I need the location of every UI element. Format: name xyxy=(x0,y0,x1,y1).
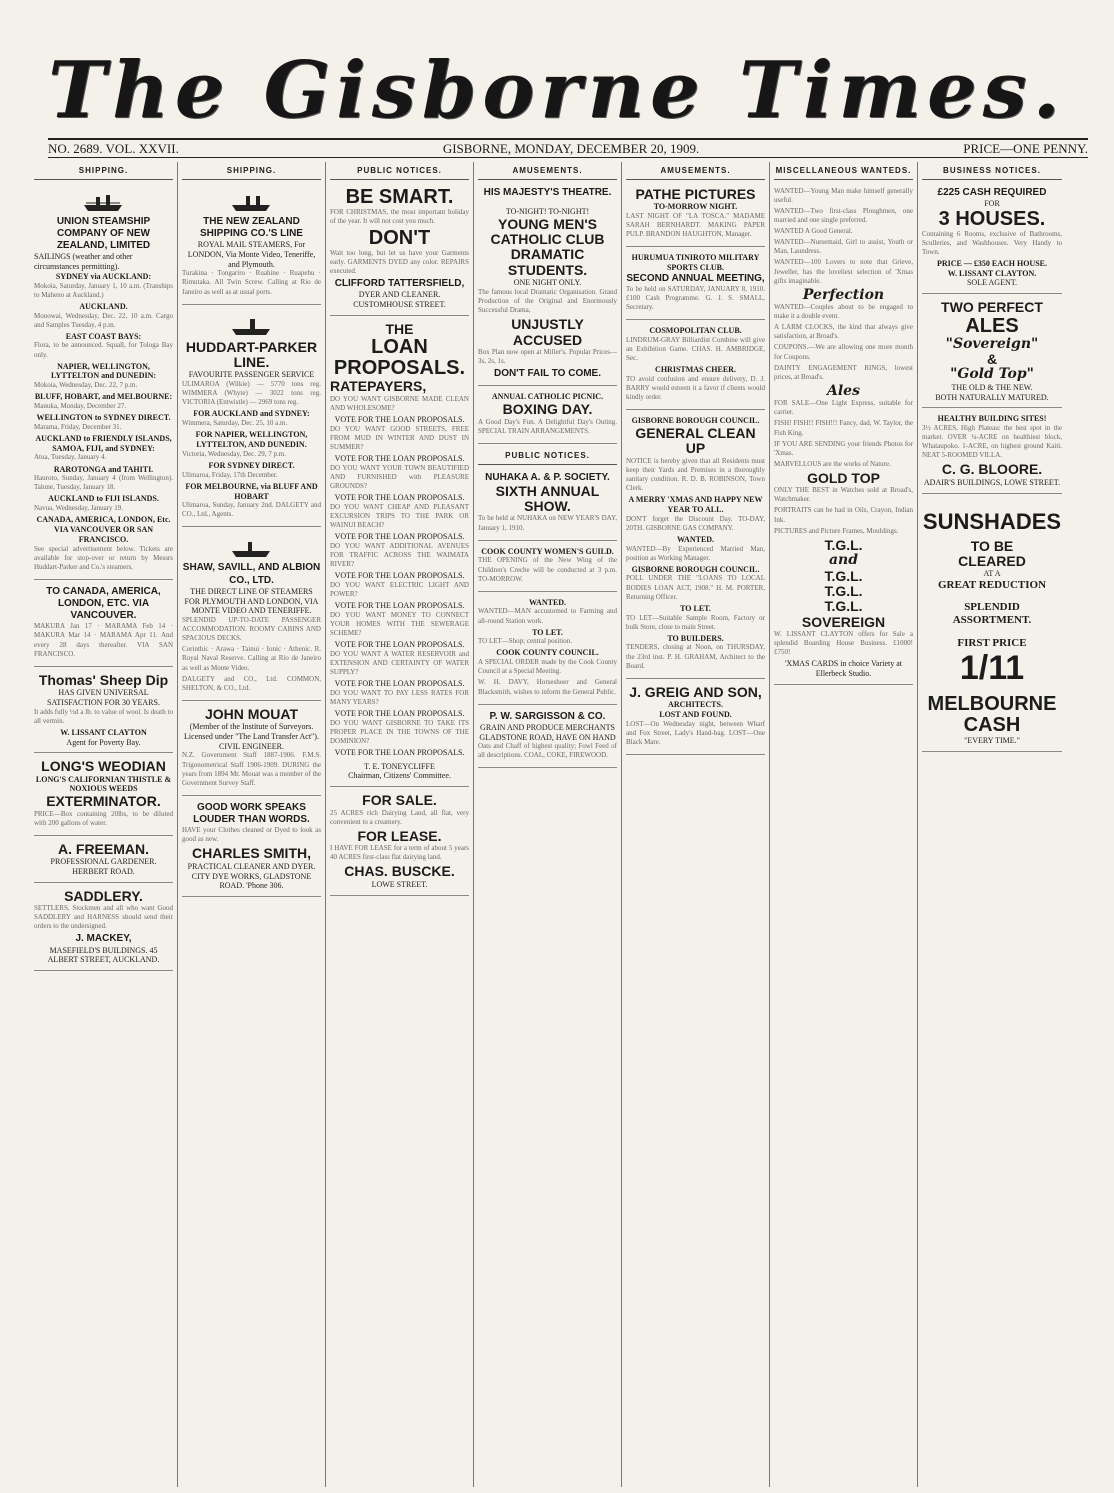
tgl-3: T.G.L. xyxy=(824,582,863,599)
theatre: HIS MAJESTY'S THEATRE. xyxy=(483,186,612,198)
union-body: SAILINGS (weather and other circumstances permitting). xyxy=(34,252,133,272)
tgl-2: T.G.L. xyxy=(824,567,863,584)
gold-top: GOLD TOP xyxy=(807,469,880,486)
steamship-icon xyxy=(82,189,126,213)
route-8: RAROTONGA and TAHITI. xyxy=(53,464,154,474)
tattersfield: CLIFFORD TATTERSFIELD, xyxy=(334,278,465,290)
ales-ad xyxy=(922,297,1062,408)
sargisson: P. W. SARGISSON & CO. xyxy=(489,710,606,722)
first-price: FIRST PRICE xyxy=(957,637,1027,650)
route-4: NAPIER, WELLINGTON, LYTTELTON and DUNEDIN: xyxy=(50,361,157,381)
one-eleven: 1/11 xyxy=(959,648,1025,687)
huddart-title: HUDDART-PARKER LINE. xyxy=(185,338,318,371)
bloore: C. G. BLOORE. xyxy=(941,461,1043,478)
sovereign-6: SOVEREIGN xyxy=(801,613,886,630)
every-time: "EVERY TIME." xyxy=(964,736,1020,746)
column-shipping-1 xyxy=(30,162,178,1487)
reduction: GREAT REDUCTION xyxy=(937,579,1047,592)
column-wanteds xyxy=(770,162,918,1487)
column-business xyxy=(918,162,1066,1487)
vote-4: VOTE FOR THE LOAN PROPOSALS. xyxy=(334,531,465,541)
perfection: Perfection xyxy=(802,286,885,303)
be-smart: BE SMART. xyxy=(345,185,454,208)
ymcc: YOUNG MEN'S CATHOLIC CLUB DRAMATIC STUDENTS. xyxy=(490,215,605,278)
canada-title: TO CANADA, AMERICA, LONDON, ETC. VIA VANCOUVER. xyxy=(46,585,161,622)
melbourne-cash: MELBOURNE CASH xyxy=(927,693,1057,737)
mouat-title: JOHN MOUAT xyxy=(204,705,299,722)
vote-3: VOTE FOR THE LOAN PROPOSALS. xyxy=(334,492,465,502)
pathe: PATHE PICTURES xyxy=(635,185,756,202)
freeman-title: A. FREEMAN. xyxy=(58,840,149,857)
napier-route: FOR NAPIER, WELLINGTON, LYTTELTON, AND DUNEDIN. xyxy=(195,430,308,450)
vote-6: VOTE FOR THE LOAN PROPOSALS. xyxy=(334,600,465,610)
greig: J. GREIG AND SON, xyxy=(629,683,762,700)
weedian-title: LONG'S WEODIAN xyxy=(41,758,166,775)
matured: BOTH NATURALLY MATURED. xyxy=(935,392,1049,402)
exterminator: EXTERMINATOR. xyxy=(46,793,161,810)
greig-ad: J. GREIG AND SON, ARCHITECTS. LOST AND FOUND. LOST—On Wednesday night, between Wharf and Fox Street, Lady's Hand-bag. LOST—One Black Mare. xyxy=(626,682,765,755)
mouat-sub: (Member of the Institute of Surveyors. Licensed under "The Land Transfer Act"). CIVIL ENGINEER. xyxy=(184,722,319,751)
saddlery-title: SADDLERY. xyxy=(64,887,143,904)
steamship-icon xyxy=(230,535,274,559)
borough-ad: GISBORNE BOROUGH COUNCIL. GENERAL CLEAN UP NOTICE is hereby given that all Residents must keep their Yards and Premises in a thoroughly sanitary condition. R. D. B. ROBINSON, Town Clerk. A MERRY 'XMAS AND HAPPY NEW YEAR TO ALL. DON'T forget the Discount Day. TO-DAY, 20TH. GISBORNE GAS COMPANY. WANTED. WANTED—By Experienced Married Man, position as Working Manager. GISBORNE BOROUGH COUNCIL. POLL UNDER THE "LOANS TO LOCAL BODIES LOAN ACT, 1908." H. M. PORTER, Returning Officer. TO LET. TO LET—Suitable Sample Room, Factory or bulk Store, close to main Street. TO BUILDERS. TENDERS, closing at Noon, on THURSDAY, the 23rd inst. P. H. GRAHAM, Architect to the Board. xyxy=(626,413,765,679)
clayton-name: W. LISSANT CLAYTON xyxy=(60,727,147,737)
loan-ad: THE LOAN PROPOSALS. RATEPAYERS, DO YOU WANT GISBORNE MADE CLEAN AND WHOLESOME? VOTE FOR THE LOAN PROPOSALS. DO YOU WANT GOOD STREETS, FREE FROM MUD IN WINTER AND DUST IN SUMMER? VOTE FOR THE LOAN PROPOSALS. DO YOU WANT YOUR TOWN BEAUTIFIED AND FURNISHED with PLEASURE GROUNDS? VOTE FOR THE LOAN PROPOSALS. DO YOU WANT CHEAP AND PLEASANT EXCURSION TRIPS TO THE PARK OR WAINUI BEACH? VOTE FOR THE LOAN PROPOSALS. DO YOU WANT ADDITIONAL AVENUES FOR TRAFFIC ACROSS THE WAIMATA RIVER? VOTE FOR THE LOAN PROPOSALS. DO YOU WANT ELECTRIC LIGHT AND POWER? VOTE FOR THE LOAN PROPOSALS. DO YOU WANT MONEY TO CONNECT YOUR HOMES WITH THE SEWERAGE SCHEME? VOTE FOR THE LOAN PROPOSALS. DO YOU WANT A WATER RESERVOIR and EXTENSION AND CERTAINTY OF WATER SUPPLY? VOTE FOR THE LOAN PROPOSALS. DO YOU WANT TO PAY LESS RATES FOR MANY YEARS? VOTE FOR THE LOAN PROPOSALS. DO YOU WANT GISBORNE TO TAKE ITS PROPER PLACE IN THE TOWNS OF THE DOMINION? VOTE FOR THE LOAN PROPOSALS. T. E. TONEYCLIFFE Chairman, Citizens' Committee. xyxy=(330,319,469,787)
sheep-dip-sub: HAS GIVEN UNIVERSAL SATISFACTION FOR 30 YEARS. xyxy=(47,688,160,707)
ampersand: & xyxy=(986,351,998,367)
price: PRICE — £350 EACH HOUSE. xyxy=(936,258,1047,268)
steamship-icon xyxy=(230,313,274,337)
huddart-ad: HUDDART-PARKER LINE. FAVOURITE PASSENGER SERVICE ULIMAROA (Wilkie) — 5770 tons reg. WIMMERA (Whyte) — 3022 tons reg. VICTORIA (Entwistle) — 2969 tons reg. FOR AUCKLAND and SYDNEY: Wimmera, Saturday, Dec. 25, 10 a.m. FOR NAPIER, WELLINGTON, LYTTELTON, AND DUNEDIN. Victoria, Wednesday, Dec. 29, 7 p.m. FOR SYDNEY DIRECT. Ulimaroa, Friday, 17th December. FOR MELBOURNE, via BLUFF AND HOBART Ulimaroa, Sunday, January 2nd. DALGETY and CO., Ltd., Agents. xyxy=(182,308,321,528)
greig-sub: ARCHITECTS. xyxy=(668,700,723,710)
sixth-show: SIXTH ANNUAL SHOW. xyxy=(495,482,600,515)
route-1: SYDNEY via AUCKLAND: xyxy=(55,271,152,281)
auck-syd: FOR AUCKLAND and SYDNEY: xyxy=(193,409,310,419)
wanted-ad: WANTED. WANTED—MAN accustomed to Farming and all-round Station work. TO LET. TO LET—Shop; central position. COOK COUNTY COUNCIL. A SPECIAL ORDER made by the Cook County Council at a Special Meeting. W. H. DAVY, Horseshoer and General Blacksmith, wishes to inform the General Public. xyxy=(478,595,617,705)
for-lease: FOR LEASE. xyxy=(357,827,442,844)
melb-route: FOR MELBOURNE, via BLUFF AND HOBART xyxy=(185,481,318,501)
nzs-ad: THE NEW ZEALAND SHIPPING CO.'S LINE ROYAL MAIL STEAMERS, For LONDON, Via Monte Video, Teneriffe, and Plymouth. Turakina · Tongariro · Ruahine · Ruapehu · Rimutaka. All Twin Screw. Calling at Rio de Janeiro as well as at usual ports. xyxy=(182,184,321,305)
loan-proposals: LOAN PROPOSALS. xyxy=(333,336,466,380)
route-6: WELLINGTON to SYDNEY DIRECT. xyxy=(36,413,171,423)
shaw-sub: THE DIRECT LINE OF STEAMERS FOR PLYMOUTH AND LONDON, VIA MONTE VIDEO AND TENERIFFE. xyxy=(184,586,319,616)
sole-agent: SOLE AGENT. xyxy=(966,278,1018,288)
buscke: CHAS. BUSCKE. xyxy=(344,863,455,880)
smith-name: CHARLES SMITH, xyxy=(192,845,311,862)
clayton-sub: Agent for Poverty Bay. xyxy=(66,737,141,747)
column-amusements-2 xyxy=(622,162,770,1487)
one-night: ONE NIGHT ONLY. xyxy=(513,278,582,288)
mackey-name: J. MACKEY, xyxy=(75,933,132,945)
second-meeting: SECOND ANNUAL MEETING, xyxy=(626,272,765,284)
for: FOR xyxy=(984,198,1000,208)
borough-2: GISBORNE BOROUGH COUNCIL. xyxy=(631,564,760,574)
column-header: BUSINESS NOTICES. xyxy=(922,162,1062,180)
xmas-cards: 'XMAS CARDS in choice Variety at Ellerbeck Studio. xyxy=(784,659,903,679)
two-perfect: TWO PERFECT xyxy=(941,299,1043,316)
sunshades: SUNSHADES xyxy=(922,508,1062,534)
sunshades-ad xyxy=(922,497,1062,753)
cook-women: COOK COUNTY WOMEN'S GUILD. xyxy=(481,546,614,556)
assortment: ASSORTMENT. xyxy=(952,613,1032,626)
unjustly: UNJUSTLY ACCUSED xyxy=(511,316,584,348)
cosmopolitan-ad: COSMOPOLITAN CLUB. LINDRUM-GRAY Billiardist Combine will give an Exhibition Game. CHAS. H. AMBRIDGE, Sec. CHRISTMAS CHEER. TO avoid confusion and ensure delivery, D. J. BARRY would esteem it a favor if clients would kindly order. xyxy=(626,323,765,410)
houses-ad: £225 CASH REQUIRED FOR 3 HOUSES. Containing 6 Rooms, exclusive of Bathrooms, Sculleries, and Washhouses. Very Handy to Town. PRICE — £350 EACH HOUSE. W. LISSANT CLAYTON. SOLE AGENT. xyxy=(922,184,1062,294)
filler-text: Mokoia, Saturday, January 1, 10 a.m. (Tranships to Maheno at Auckland.) xyxy=(34,281,173,299)
chairman: Chairman, Citizens' Committee. xyxy=(348,771,451,781)
shaw-savill-ad: SHAW, SAVILL, AND ALBION CO., LTD. THE DIRECT LINE OF STEAMERS FOR PLYMOUTH AND LONDON, VIA MONTE VIDEO AND TENERIFFE. SPLENDID UP-TO-DATE PASSENGER ACCOMMODATION. ROOMY CABINS AND SPACIOUS DECKS. Corinthic · Arawa · Tainui · Ionic · Athenic. R. Royal Naval Reserve. Calling at Rio de Janeiro as well as Monte Video. DALGETY and CO., Ltd. COMMON, SHELTON, & CO., Ltd. xyxy=(182,530,321,700)
picnic-ad: ANNUAL CATHOLIC PICNIC. BOXING DAY. A Good Day's Fun. A Delightful Day's Outing. SPECIAL TRAIN ARRANGEMENTS. xyxy=(478,389,617,443)
cash-required: £225 CASH REQUIRED xyxy=(937,186,1047,198)
for-sale: FOR SALE. xyxy=(362,792,437,809)
column-shipping-2 xyxy=(178,162,326,1487)
picnic: ANNUAL CATHOLIC PICNIC. xyxy=(491,392,604,402)
syd-direct: FOR SYDNEY DIRECT. xyxy=(208,460,295,470)
christmas: CHRISTMAS CHEER. xyxy=(655,365,736,375)
pathe-ad: PATHE PICTURES TO-MORROW NIGHT. LAST NIGHT OF "LA TOSCA." MADAME SARAH BERNHARDT. MAKING PAPER PULP. BRANDON HAUGHTON, Manager. xyxy=(626,184,765,247)
sargisson-sub: GRAIN AND PRODUCE MERCHANTS GLADSTONE ROAD, HAVE ON HAND xyxy=(479,722,616,742)
union-steamship-ad: UNION STEAMSHIP COMPANY OF NEW ZEALAND, LIMITED SAILINGS (weather and other circumstances permitting). SYDNEY via AUCKLAND: Mokoia, Saturday, January 1, 10 a.m. (Tranships to Maheno at Auckland.) AUCKLAND. Monowai, Wednesday, Dec. 22, 10 a.m. Cargo and Samples Tuesday, 4 p.m. EAST COAST BAYS: Flora, to be announced. Squall, for Tologa Bay only. NAPIER, WELLINGTON, LYTTELTON and DUNEDIN: Mokoia, Wednesday, Dec. 22, 7 p.m. BLUFF, HOBART, and MELBOURNE: Manuka, Monday, December 27. WELLINGTON to SYDNEY DIRECT. Marama, Friday, December 31. AUCKLAND to FRIENDLY ISLANDS, SAMOA, FIJI, and SYDNEY: Atua, Tuesday, January 4. RAROTONGA and TAHITI. Hauroto, Sunday, January 4 (from Wellington). Talune, Tuesday, January 18. AUCKLAND to FIJI ISLANDS. Navua, Wednesday, January 19. CANADA, AMERICA, LONDON, Etc. VIA VANCOUVER OR SAN FRANCISCO. See special advertisement below. Tickets are available for stop-over or return by Messrs Huddart-Parker and Co.'s steamers. xyxy=(34,184,173,580)
vote-1: VOTE FOR THE LOAN PROPOSALS. xyxy=(334,414,465,424)
bloore-sub: ADAIR'S BUILDINGS, LOWE STREET. xyxy=(923,477,1061,487)
tgl-4: T.G.L. xyxy=(824,598,863,615)
canada-ad: TO CANADA, AMERICA, LONDON, ETC. VIA VANCOUVER. MAKURA Jan 17 · MARAMA Feb 14 · MAKURA Mar 14 · MARAMA Apr 11. And every 28 days thereafter. VIA SAN FRANCISCO. xyxy=(34,583,173,667)
clayton-7: W. LISSANT CLAYTON. xyxy=(947,268,1037,278)
splendid: SPLENDID xyxy=(964,600,1020,613)
cook-council: COOK COUNTY COUNCIL. xyxy=(496,648,599,658)
tattersfield-sub: DYER AND CLEANER. CUSTOMHOUSE STREET. xyxy=(353,290,446,310)
boxing-day: BOXING DAY. xyxy=(502,401,593,418)
route-10: CANADA, AMERICA, LONDON, Etc. VIA VANCOUVER OR SAN FRANCISCO. xyxy=(36,515,171,544)
vote-8: VOTE FOR THE LOAN PROPOSALS. xyxy=(334,679,465,688)
mackey-sub: MASEFIELD'S BUILDINGS. 45 ALBERT STREET, AUCKLAND. xyxy=(47,945,160,965)
ales: Ales xyxy=(827,382,860,399)
vote-2: VOTE FOR THE LOAN PROPOSALS. xyxy=(334,453,465,463)
sargisson-ad: P. W. SARGISSON & CO. GRAIN AND PRODUCE MERCHANTS GLADSTONE ROAD, HAVE ON HAND Oats and Chaff of highest quality; Fowl Feed of all descriptions. COAL, COKE, FIREWOOD. xyxy=(478,708,617,769)
ratepayers: RATEPAYERS, xyxy=(330,378,427,395)
the: THE xyxy=(385,320,414,337)
column-header: SHIPPING. xyxy=(34,162,173,180)
route-3: EAST COAST BAYS: xyxy=(65,331,142,341)
column-header: PUBLIC NOTICES. xyxy=(330,162,469,180)
nuhaka-ad: NUHAKA A. & P. SOCIETY. SIXTH ANNUAL SHOW. To be held at NUHAKA on NEW YEAR'S DAY, January 1, 1910. xyxy=(478,469,617,541)
route-2: AUCKLAND. xyxy=(79,301,128,311)
toneycliffe: T. E. TONEYCLIFFE xyxy=(364,761,435,771)
issue-number: NO. 2689. VOL. XXVII. xyxy=(48,140,179,156)
nzs-title: THE NEW ZEALAND SHIPPING CO.'S LINE xyxy=(200,215,303,239)
vote-5: VOTE FOR THE LOAN PROPOSALS. xyxy=(334,571,465,580)
column-public-notices xyxy=(326,162,474,1487)
nuhaka: NUHAKA A. & P. SOCIETY. xyxy=(485,471,610,483)
column-header: AMUSEMENTS. xyxy=(478,162,617,180)
sheep-dip-title: Thomas' Sheep Dip xyxy=(38,671,169,688)
sports-club-ad: HURUMUA TINIROTO MILITARY SPORTS CLUB. SECOND ANNUAL MEETING, To be held on SATURDAY, JANUARY 8, 1910. £100 Cash Programme. G. J. S. SMALL, Secretary. xyxy=(626,250,765,320)
ales-7: ALES xyxy=(965,314,1019,337)
dateline xyxy=(48,138,1088,158)
wanted-5: WANTED. xyxy=(676,534,715,544)
smith-sub: PRACTICAL CLEANER AND DYER. CITY DYE WORKS, GLADSTONE ROAD. 'Phone 306. xyxy=(187,861,316,891)
to-be: TO BE xyxy=(970,537,1014,554)
mouat-ad: JOHN MOUAT (Member of the Institute of Surveyors. Licensed under "The Land Transfer Act"). CIVIL ENGINEER. N.Z. Government Staff 1887-1906. F.M.S. Trigonometrical Staff 1906-1909. DURING the years from 1894 Mr. Mouat was a member of the Government Survey Staff. xyxy=(182,704,321,796)
dont-fail: DON'T FAIL TO COME. xyxy=(493,368,601,380)
be-smart-ad: BE SMART. FOR CHRISTMAS, the most important holiday of the year. It will not cost you much. DON'T Wait too long, but let us have your Garments early. GARMENTS DYED any color. REPAIRS executed. CLIFFORD TATTERSFIELD, DYER AND CLEANER. CUSTOMHOUSE STREET. xyxy=(330,184,469,316)
columns xyxy=(30,162,1092,1487)
weedian-sub: LONG'S CALIFORNIAN THISTLE & NOXIOUS WEEDS xyxy=(35,774,172,794)
shaw-title: SHAW, SAVILL, AND ALBION CO., LTD. xyxy=(182,562,321,586)
tonight: TO-NIGHT! TO-NIGHT! xyxy=(505,206,590,216)
place-date: GISBORNE, MONDAY, DECEMBER 20, 1909. xyxy=(442,140,700,156)
to-let-5: TO LET. xyxy=(680,603,711,613)
gold-top-7: "Gold Top" xyxy=(950,366,1034,383)
wanteds-ad: WANTED—Young Man make himself generally useful. WANTED—Two first-class Ploughmen, one married and one single preferred. WANTED A Good General. WANTED—Nursemaid, Girl to assist, Youth or Man, Laundress. WANTED—100 Lovers to note that Grieve, Jeweller, has the loveliest selection of 'Xmas gifts imaginable. Perfection WANTED—Couples about to be engaged to make it a double event. A LARM CLOCKS, the kind that always give satisfaction, at Broad's. COUPONS.—We are allowing one more month for Coupons. DAINTY ENGAGEMENT RINGS, lowest prices, at Broad's. Ales FOR SALE—One Light Express, suitable for carrier. FISH! FISH!! FISH!!! Fancy, dad, W. Taylor, the Fish King. IF YOU ARE SENDING your friends Photos for 'Xmas. MARVELLOUS are the works of Nature. GOLD TOP ONLY THE BEST in Watches sold at Broad's, Watchmaker. PORTRAITS can be had in Oils, Crayon, Indian Ink. PICTURES and Picture Frames, Mouldings. T.G.L. and T.G.L. T.G.L. T.G.L. SOVEREIGN W. LISSANT CLAYTON offers for Sale a splendid Boarding House Business. £1000! £750! 'XMAS CARDS in choice Variety at Ellerbeck Studio. xyxy=(774,184,913,685)
saddlery-ad: SADDLERY. SETTLERS, Stockmen and all who want Good SADDLERY and HARNESS should send their orders to the undersigned. J. MACKEY, MASEFIELD'S BUILDINGS. 45 ALBERT STREET, AUCKLAND. xyxy=(34,886,173,971)
column-header: AMUSEMENTS. xyxy=(626,162,765,180)
houses: 3 HOUSES. xyxy=(938,207,1046,230)
sovereign-7: "Sovereign" xyxy=(945,335,1039,352)
freeman-ad xyxy=(34,839,173,883)
huddart-sub: FAVOURITE PASSENGER SERVICE xyxy=(188,370,315,380)
cosmopolitan: COSMOPOLITAN CLUB. xyxy=(649,326,742,336)
column-amusements-1 xyxy=(474,162,622,1487)
smith-ad: GOOD WORK SPEAKS LOUDER THAN WORDS. HAVE your Clothes cleaned or Dyed to look as good as new. CHARLES SMITH, PRACTICAL CLEANER AND DYER. CITY DYE WORKS, GLADSTONE ROAD. 'Phone 306. xyxy=(182,799,321,897)
good-work: GOOD WORK SPEAKS LOUDER THAN WORDS. xyxy=(193,801,310,826)
price: PRICE—ONE PENNY. xyxy=(963,140,1088,156)
section-header: PUBLIC NOTICES. xyxy=(478,447,617,465)
pathe-sub: TO-MORROW NIGHT. xyxy=(653,202,738,212)
route-7: AUCKLAND to FRIENDLY ISLANDS, SAMOA, FIJI, and SYDNEY: xyxy=(35,433,172,453)
nzs-sub: ROYAL MAIL STEAMERS, For LONDON, Via Monte Video, Teneriffe, and Plymouth. xyxy=(187,240,316,269)
old-new: THE OLD & THE NEW. xyxy=(951,382,1033,392)
women-guild-ad: COOK COUNTY WOMEN'S GUILD. THE OPENING of the New Wing of the Children's Creche will be conducted at 3 p.m. TO-MORROW. xyxy=(478,544,617,592)
column-header: SHIPPING. xyxy=(182,162,321,180)
theatre-ad: HIS MAJESTY'S THEATRE. TO-NIGHT! TO-NIGHT! YOUNG MEN'S CATHOLIC CLUB DRAMATIC STUDENTS. ONE NIGHT ONLY. The famous local Dramatic Organisation. Grand Production of the Original and Enormously Successful Drama, UNJUSTLY ACCUSED Box Plan now open at Miller's. Popular Prices—3s, 2s, 1s. DON'T FAIL TO COME. xyxy=(478,184,617,387)
at-a: AT A xyxy=(983,569,1001,579)
vote-10: VOTE FOR THE LOAN PROPOSALS. xyxy=(334,747,465,757)
and: and xyxy=(828,552,859,569)
buscke-sub: LOWE STREET. xyxy=(371,879,428,889)
masthead xyxy=(20,40,1094,140)
weedian-ad: LONG'S WEODIAN LONG'S CALIFORNIAN THISTLE & NOXIOUS WEEDS EXTERMINATOR. PRICE—Box containing 20lbs, to be diluted with 200 gallons of water. xyxy=(34,756,173,835)
tgl-1: T.G.L. xyxy=(824,536,863,553)
huruhua: HURUMUA TINIROTO MILITARY SPORTS CLUB. xyxy=(631,253,760,272)
borough: GISBORNE BOROUGH COUNCIL. xyxy=(631,416,760,426)
cleared: CLEARED xyxy=(958,553,1026,570)
wanted: WANTED. xyxy=(528,597,567,607)
route-9: AUCKLAND to FIJI ISLANDS. xyxy=(48,494,159,504)
clean-up: GENERAL CLEAN UP xyxy=(635,424,756,457)
dont: DON'T xyxy=(368,226,431,249)
sheep-dip-ad: Thomas' Sheep Dip HAS GIVEN UNIVERSAL SATISFACTION FOR 30 YEARS. It adds fully ½d a lb. to value of wool. Is death to all vermin. W. LISSANT CLAYTON Agent for Poverty Bay. xyxy=(34,670,173,754)
steamship-icon xyxy=(230,189,274,213)
merry: A MERRY 'XMAS AND HAPPY NEW YEAR TO ALL. xyxy=(628,495,763,514)
freeman-sub: PROFESSIONAL GARDENER. HERBERT ROAD. xyxy=(50,857,157,876)
for-sale-ad: FOR SALE. 25 ACRES rich Dairying Land, all flat, very convenient to a creamery. FOR LEASE. I HAVE FOR LEASE for a term of about 5 years 40 ACRES first-class flat dairying land. CHAS. BUSCKE. LOWE STREET. xyxy=(330,790,469,895)
lost-found: LOST AND FOUND. xyxy=(659,709,732,719)
sites-ad: HEALTHY BUILDING SITES! 3½ ACRES, High Plateau: the best spot in the market. OVER ¼-ACRE on healthiest block, Whataupoko. 1-ACRE, on highest ground Kaiti. NEAT 5-ROOMED VILLA. C. G. BLOORE. ADAIR'S BUILDINGS, LOWE STREET. xyxy=(922,411,1062,493)
healthy: HEALTHY BUILDING SITES! xyxy=(937,414,1047,424)
vote-7: VOTE FOR THE LOAN PROPOSALS. xyxy=(334,639,465,649)
column-header: MISCELLANEOUS WANTEDS. xyxy=(774,162,913,180)
route-5: BLUFF, HOBART, and MELBOURNE: xyxy=(34,392,173,402)
tenders: TO BUILDERS. xyxy=(667,633,724,643)
to-let: TO LET. xyxy=(532,627,563,637)
vote-9: VOTE FOR THE LOAN PROPOSALS. xyxy=(334,708,465,718)
masthead-title: The Gisborne Times. xyxy=(48,44,1066,136)
union-title: UNION STEAMSHIP COMPANY OF NEW ZEALAND, LIMITED xyxy=(56,215,151,252)
